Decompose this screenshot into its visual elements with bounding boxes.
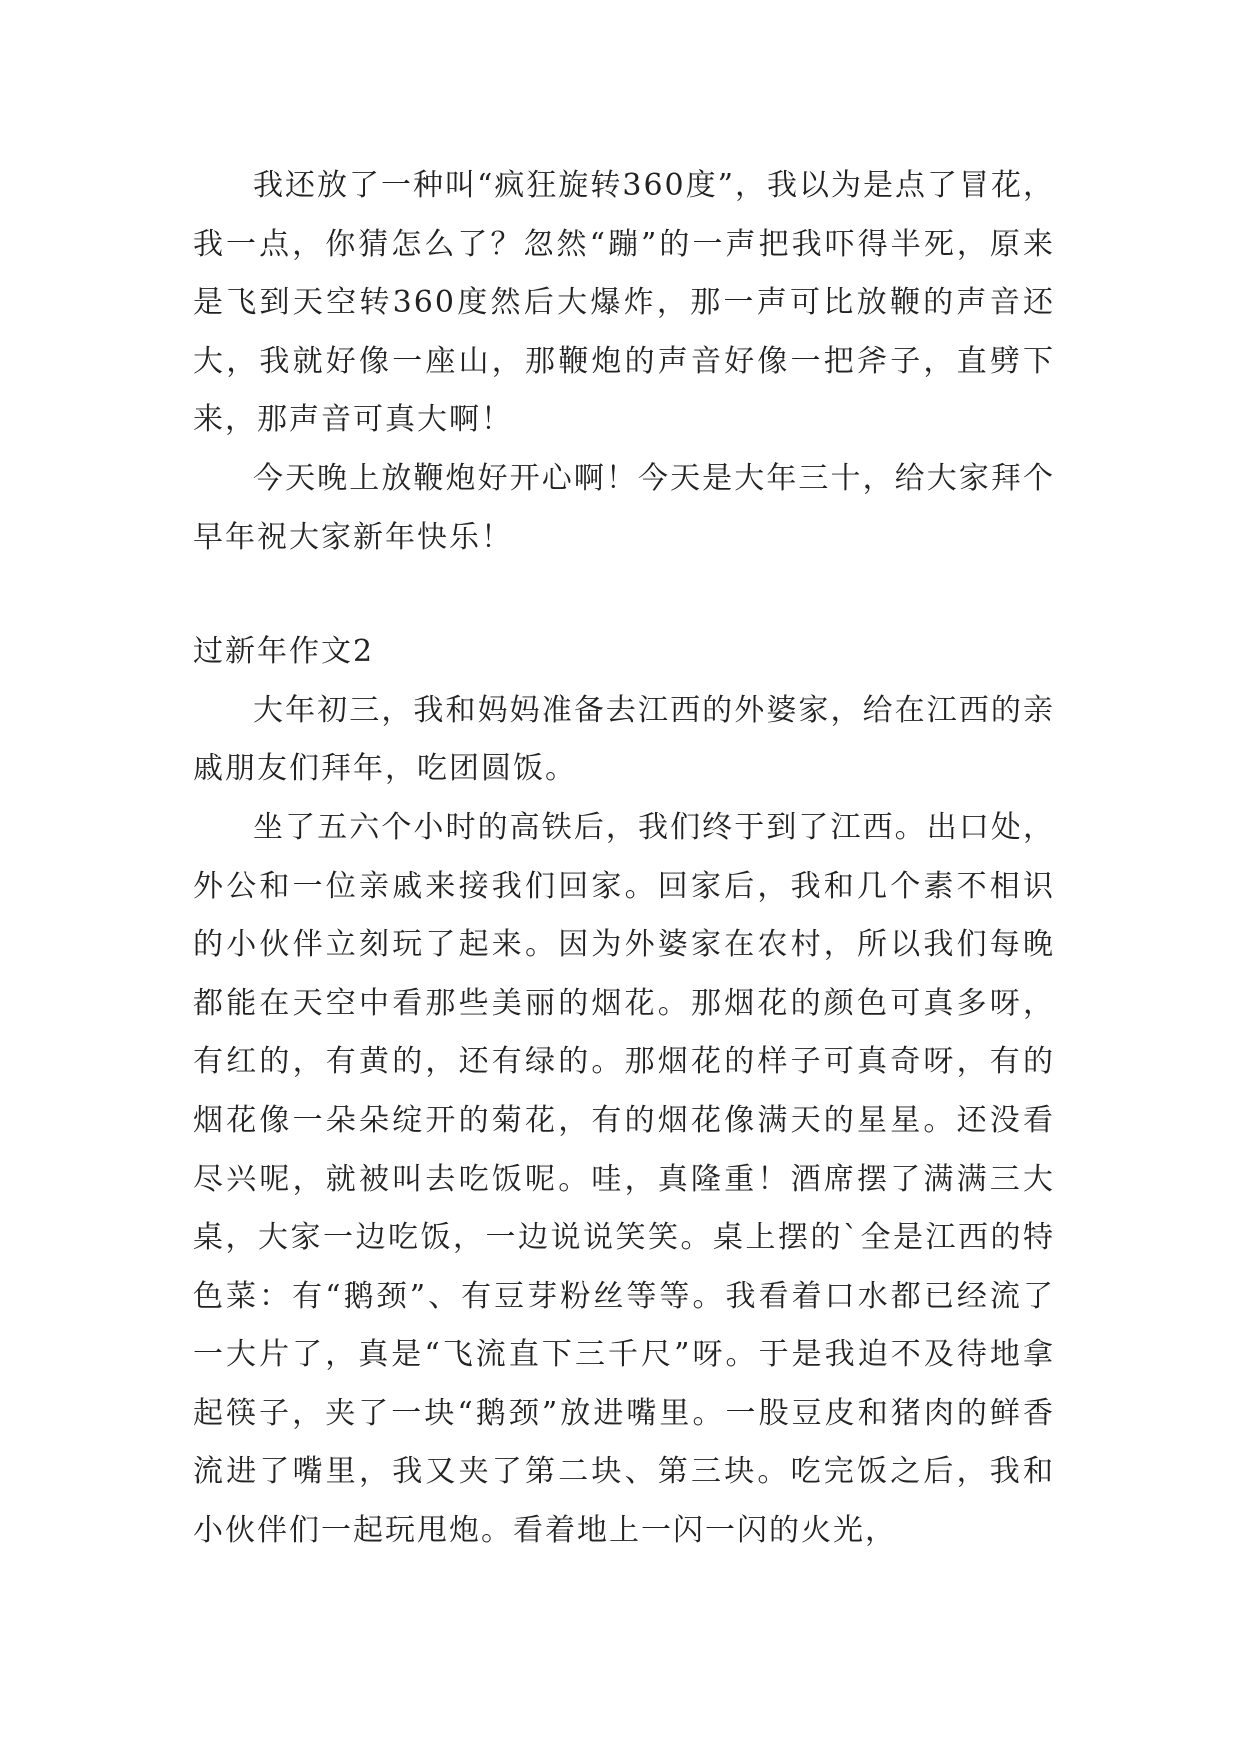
section-title: 过新年作文2 bbox=[193, 634, 375, 670]
paragraph-new-year-wishes: 今天晚上放鞭炮好开心啊！今天是大年三十，给大家拜个早年祝大家新年快乐！ bbox=[193, 460, 1055, 555]
paragraph-arrival-and-feast: 坐了五六个小时的高铁后，我们终于到了江西。出口处，外公和一位亲戚来接我们回家。回家后，我和几个素不相识的小伙伴立刻玩了起来。因为外婆家在农村，所以我们每晚都能在天空中看那些美丽的烟花。那烟花的颜色可真多呀，有红的，有黄的，还有绿的。那烟花的样子可真奇呀，有的烟花像一朵朵绽开的菊花，有的烟花像满天的星星。还没看尽兴呢，就被叫去吃饭呢。哇，真隆重！酒席摆了满满三大桌，大家一边吃饭，一边说说笑笑。桌上摆的`全是江西的特色菜：有“鹅颈”、有豆芽粉丝等等。我看着口水都已经流了一大片了，真是“飞流直下三千尺”呀。于是我迫不及待地拿起筷子，夹了一块“鹅颈”放进嘴里。一股豆皮和猪肉的鲜香流进了嘴里，我又夹了第二块、第三块。吃完饭之后，我和小伙伴们一起玩甩炮。看着地上一闪一闪的火光， bbox=[193, 809, 1055, 1549]
paragraph-firecracker-360: 我还放了一种叫“疯狂旋转360度”，我以为是点了冒花，我一点，你猜怎么了？忽然“蹦”的一声把我吓得半死，原来是飞到天空转360度然后大爆炸，那一声可比放鞭的声音还大，我就好像一座山，那鞭炮的声音好像一把斧子，直劈下来，那声音可真大啊！ bbox=[193, 168, 1055, 438]
document-body bbox=[193, 157, 1055, 1561]
paragraph-trip-to-jiangxi: 大年初三，我和妈妈准备去江西的外婆家，给在江西的亲戚朋友们拜年，吃团圆饭。 bbox=[193, 692, 1055, 787]
